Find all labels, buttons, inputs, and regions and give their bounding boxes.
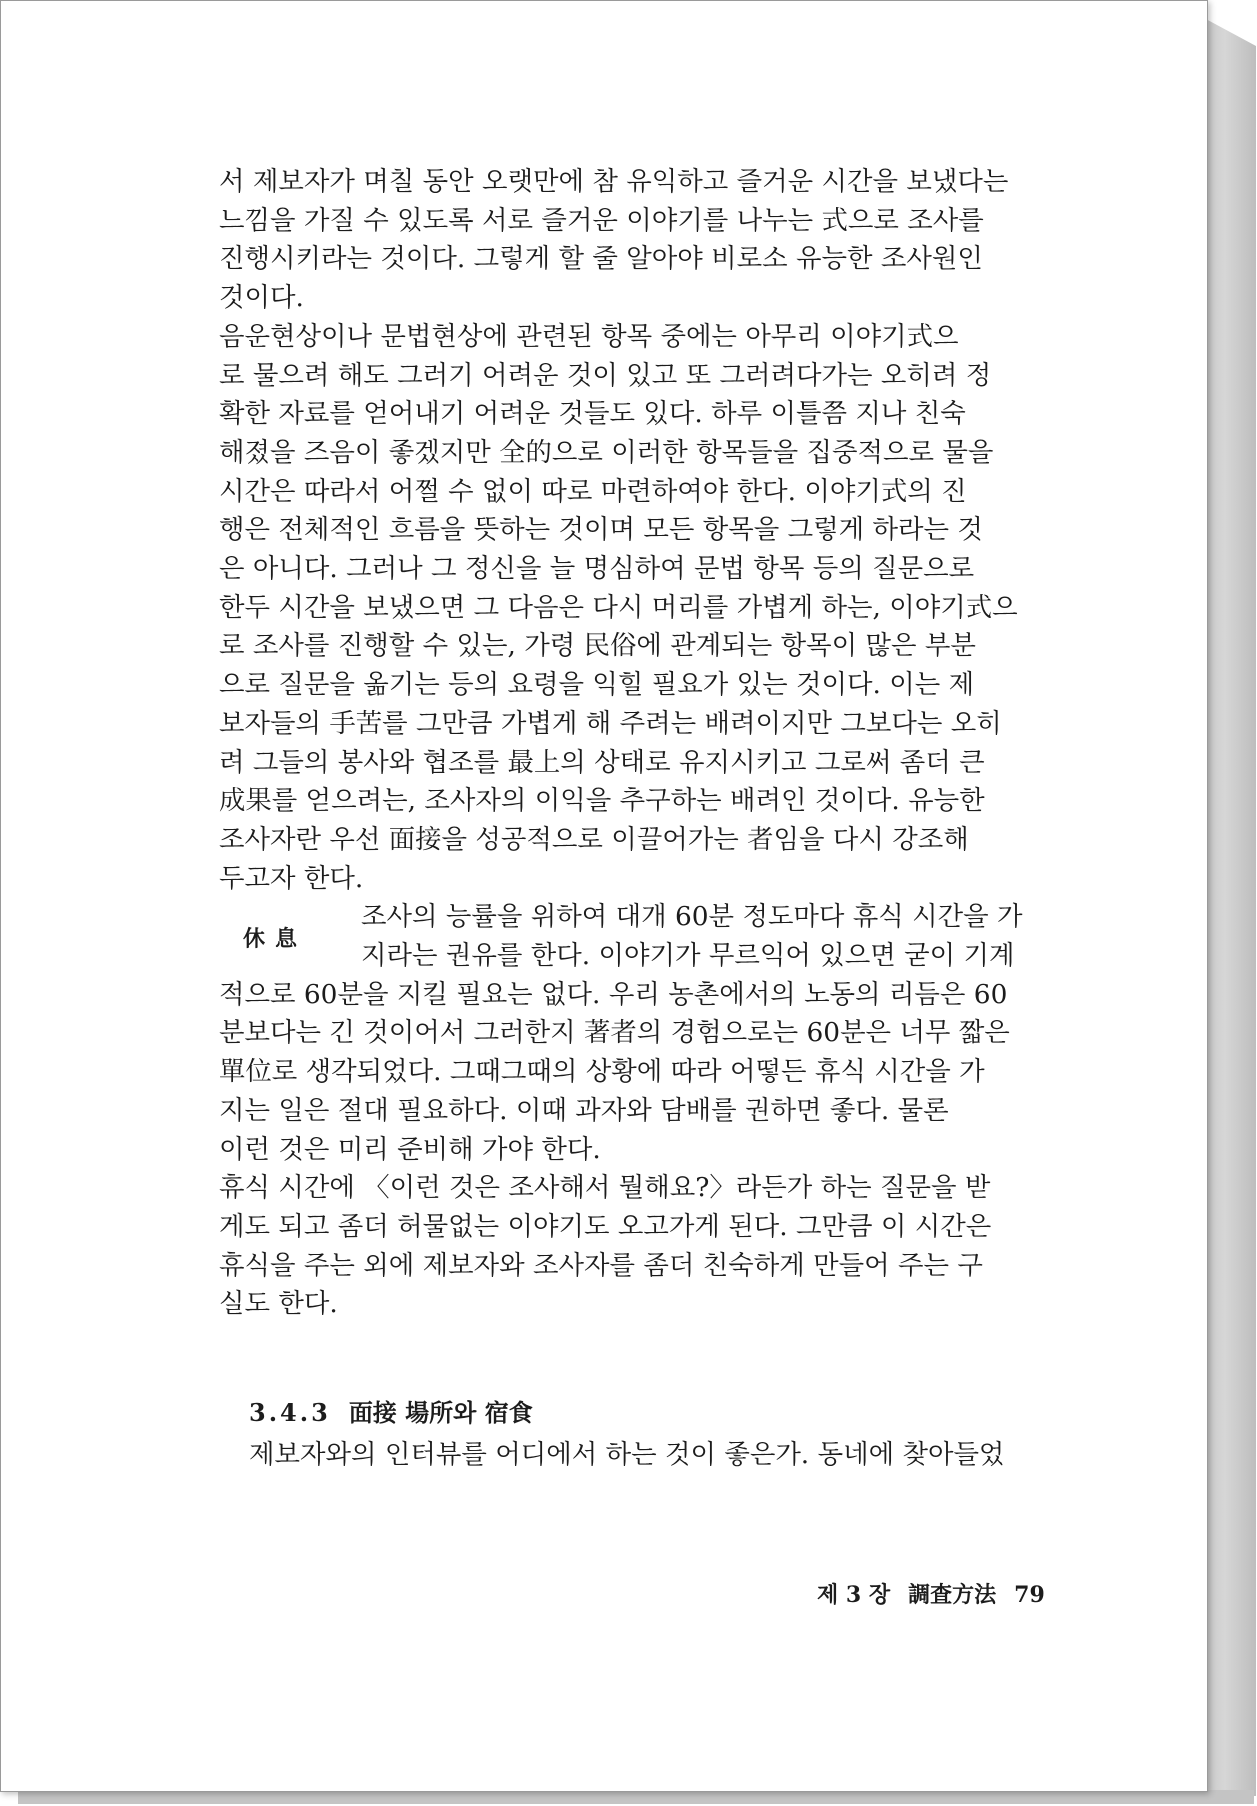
page-footer bbox=[817, 1578, 1045, 1609]
rest-paragraph-continued: 적으로 60분을 지킬 필요는 없다. 우리 농촌에서의 노동의 리듬은 60 분보다는 긴 것이어서 그러한지 著者의 경험으로는 60분은 너무 짧은 單位로 생각되었다. 그때그때의 상황에 따라 어떻든 휴식 시간을 가 지는 일은 절대 필요하다. 이때 과자와 담배를 권하면 좋다. 물론 이런 것은 미리 준비해 가야 한다. bbox=[219, 978, 1010, 1165]
page-stack-bottom bbox=[18, 1790, 1254, 1804]
section-number: 3.4.3 bbox=[249, 1398, 331, 1428]
page-stack-edge bbox=[1204, 18, 1256, 1796]
footer-chapter-title: 調査方法 bbox=[908, 1582, 997, 1608]
page-content bbox=[219, 163, 1087, 1475]
paragraph-1: 서 제보자가 며칠 동안 오랫만에 참 유익하고 즐거운 시간을 보냈다는 느낌을 가질 수 있도록 서로 즐거운 이야기를 나누는 式으로 조사를 진행시키라는 것이다. 그렇게 할 줄 알아야 비로소 유능한 조사원인 것이다. bbox=[219, 166, 1009, 314]
page-number: 79 bbox=[1014, 1582, 1045, 1608]
paragraph-2: 음운현상이나 문법현상에 관련된 항목 중에는 아무리 이야기式으 로 물으려 해도 그러기 어려운 것이 있고 또 그러려다가는 오히려 정 확한 자료를 얻어내기 어려운 것들도 있다. 하루 이틀쯤 지나 친숙 해졌을 즈음이 좋겠지만 全的으로 이러한 항목들을 집중적으로 물을 시간은 따라서 어쩔 수 없이 따로 마련하여야 한다. 이야기式의 진 행은 전체적인 흐름을 뜻하는 것이며 모든 항목을 그렇게 하라는 것 은 아니다. 그러나 그 정신을 늘 명심하여 문법 항목 등의 질문으로 한두 시간을 보냈으면 그 다음은 다시 머리를 가볍게 하는, 이야기式으 로 조사를 진행할 수 있는, 가령 民俗에 관계되는 항목이 많은 부분 으로 질문을 옮기는 등의 요령을 익힐 필요가 있는 것이다. 이는 제 보자들의 手苦를 그만큼 가볍게 해 주려는 배려이지만 그보다는 오히 려 그들의 봉사와 협조를 最上의 상태로 유지시키고 그로써 좀더 큰 成果를 얻으려는, 조사자의 이익을 추구하는 배려인 것이다. 유능한 조사자란 우선 面接을 성공적으로 이끌어가는 者임을 다시 강조해 두고자 한다. bbox=[219, 320, 1018, 894]
rest-paragraph-indented: 조사의 능률을 위하여 대개 60분 정도마다 휴식 시간을 가 지라는 권유를 한다. 이야기가 무르익어 있으면 굳이 기계 bbox=[361, 901, 1023, 972]
footer-chapter: 제 3 장 bbox=[817, 1582, 891, 1608]
margin-heading-rest: 休息 bbox=[243, 926, 308, 953]
section-heading bbox=[249, 1394, 1087, 1432]
section-title: 面接 場所와 宿食 bbox=[348, 1398, 533, 1428]
paragraph-4: 휴식 시간에 〈이런 것은 조사해서 뭘해요?〉라든가 하는 질문을 받 게도 되고 좀더 허물없는 이야기도 오고가게 된다. 그만큼 이 시간은 휴식을 주는 외에 제보자와 조사자를 좀더 친숙하게 만들어 주는 구 실도 한다. bbox=[219, 1172, 992, 1320]
rest-section bbox=[219, 898, 1087, 1169]
paragraph-last: 제보자와의 인터뷰를 어디에서 하는 것이 좋은가. 동네에 찾아들었 bbox=[249, 1439, 1005, 1471]
